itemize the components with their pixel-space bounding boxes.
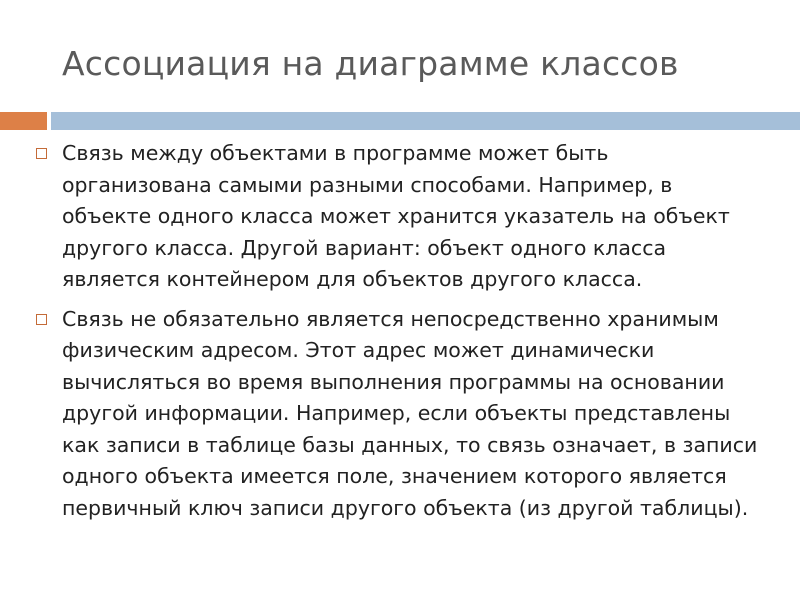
hollow-square-bullet-icon <box>36 314 47 325</box>
slide-content <box>34 138 764 532</box>
hollow-square-bullet-icon <box>36 148 47 159</box>
bullet-text: Связь между объектами в программе может быть организована самыми разными способами. Например, в объекте одного класса может хранится указатель на объект другого класса. Другой вариант: объект одного класса является контейнером для объектов другого класса. <box>62 141 730 291</box>
title-accent-bar-blue <box>51 112 800 130</box>
bullet-item <box>34 304 764 525</box>
bullet-item <box>34 138 764 296</box>
slide-title: Ассоциация на диаграмме классов <box>62 44 679 83</box>
title-accent-bar-orange <box>0 112 47 130</box>
bullet-text: Связь не обязательно является непосредственно хранимым физическим адресом. Этот адрес может динамически вычисляться во время выполнения программы на основании другой информации. Например, если объекты представлены как записи в таблице базы данных, то связь означает, в записи одного объекта имеется поле, значением которого является первичный ключ записи другого объекта (из другой таблицы). <box>62 306 758 520</box>
